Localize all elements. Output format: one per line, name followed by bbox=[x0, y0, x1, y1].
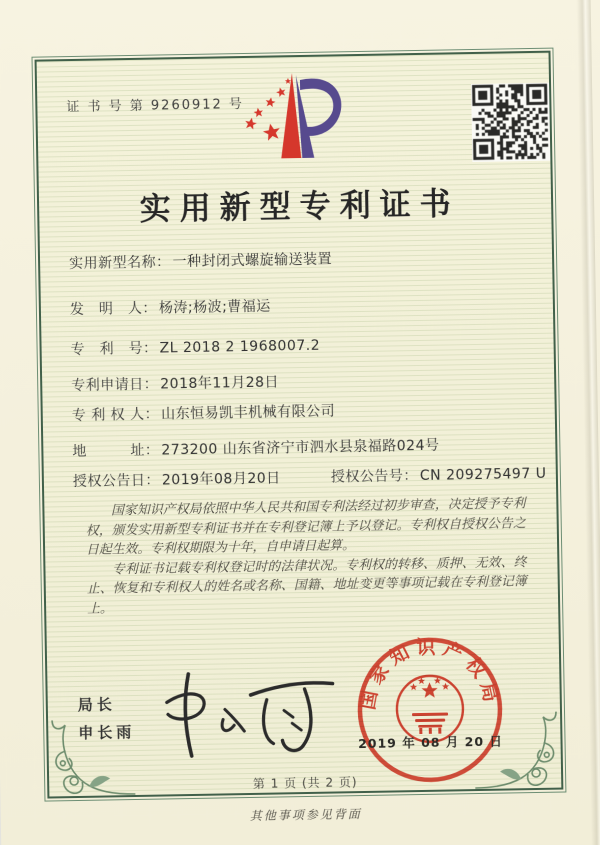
field-label: 实用新型名称： bbox=[68, 254, 171, 273]
seal-ring-text: 国家知识产权局 bbox=[356, 636, 503, 712]
field-row-name bbox=[69, 248, 332, 273]
grant-no-label: 授权公告号： bbox=[330, 468, 419, 486]
certificate-title: 实用新型专利证书 bbox=[139, 186, 460, 228]
director-signature-icon bbox=[152, 665, 349, 763]
legal-text-block bbox=[85, 494, 527, 619]
field-label: 专利申请日： bbox=[71, 376, 159, 395]
certificate-inner-area bbox=[35, 51, 564, 799]
field-value: 杨涛;杨波;曹福运 bbox=[158, 298, 271, 317]
field-row-grant bbox=[72, 465, 547, 491]
director-name: 申长雨 bbox=[78, 722, 136, 742]
director-title: 局长 bbox=[77, 695, 116, 714]
field-value: ZL 2018 2 1968007.2 bbox=[159, 337, 321, 357]
field-label: 专 利 号： bbox=[70, 340, 158, 359]
grant-no-value: CN 209275497 U bbox=[419, 465, 547, 484]
page-number: 第 1 页 (共 2 页) bbox=[252, 775, 358, 791]
certificate-number: 证 书 号 第 9260912 号 bbox=[66, 97, 245, 116]
cnipa-logo-icon bbox=[240, 63, 348, 169]
field-value: 山东恒易凯丰机械有限公司 bbox=[160, 403, 336, 423]
field-row-address bbox=[72, 435, 439, 461]
field-label: 发 明 人： bbox=[69, 300, 158, 319]
qr-code bbox=[471, 83, 550, 162]
field-label: 专 利 权 人： bbox=[71, 406, 160, 425]
field-row-patentee bbox=[72, 400, 336, 425]
signature-svg bbox=[152, 665, 349, 763]
field-row-filing-date bbox=[71, 371, 279, 395]
field-value: 2018年11月28日 bbox=[160, 374, 280, 393]
legal-paragraph-1: 国家知识产权局依照中华人民共和国专利法经过初步审查，决定授予专利权，颁发实用新型专利证书并在专利登记簿上予以登记。专利权自授权公告之日起生效。专利权期限为十年，自申请日起算。 bbox=[85, 496, 526, 558]
back-note: 其他事项参见背面 bbox=[249, 807, 362, 824]
legal-paragraph-2: 专利证书记载专利权登记时的法律状况。专利权的转移、质押、无效、终止、恢复和专利权人的姓名或名称、国籍、地址变更等事项记载在专利登记簿上。 bbox=[86, 554, 527, 617]
field-row-patent-no bbox=[70, 335, 320, 359]
field-value: 273200 山东省济宁市泗水县泉福路024号 bbox=[161, 437, 440, 459]
field-row-inventors bbox=[70, 296, 271, 320]
paper-fold-shadow bbox=[576, 0, 600, 845]
grant-date-value: 2019年08月20日 bbox=[161, 470, 281, 489]
cnipa-logo-svg bbox=[240, 63, 348, 169]
certificate-border-frame bbox=[31, 48, 566, 802]
seal-date: 2019 年 08 月 20 日 bbox=[357, 733, 504, 752]
grant-date-label: 授权公告日： bbox=[72, 472, 161, 491]
field-value: 一种封闭式螺旋输送装置 bbox=[172, 251, 333, 271]
field-label: 地 址： bbox=[72, 442, 160, 461]
grant-no-group bbox=[331, 463, 547, 487]
